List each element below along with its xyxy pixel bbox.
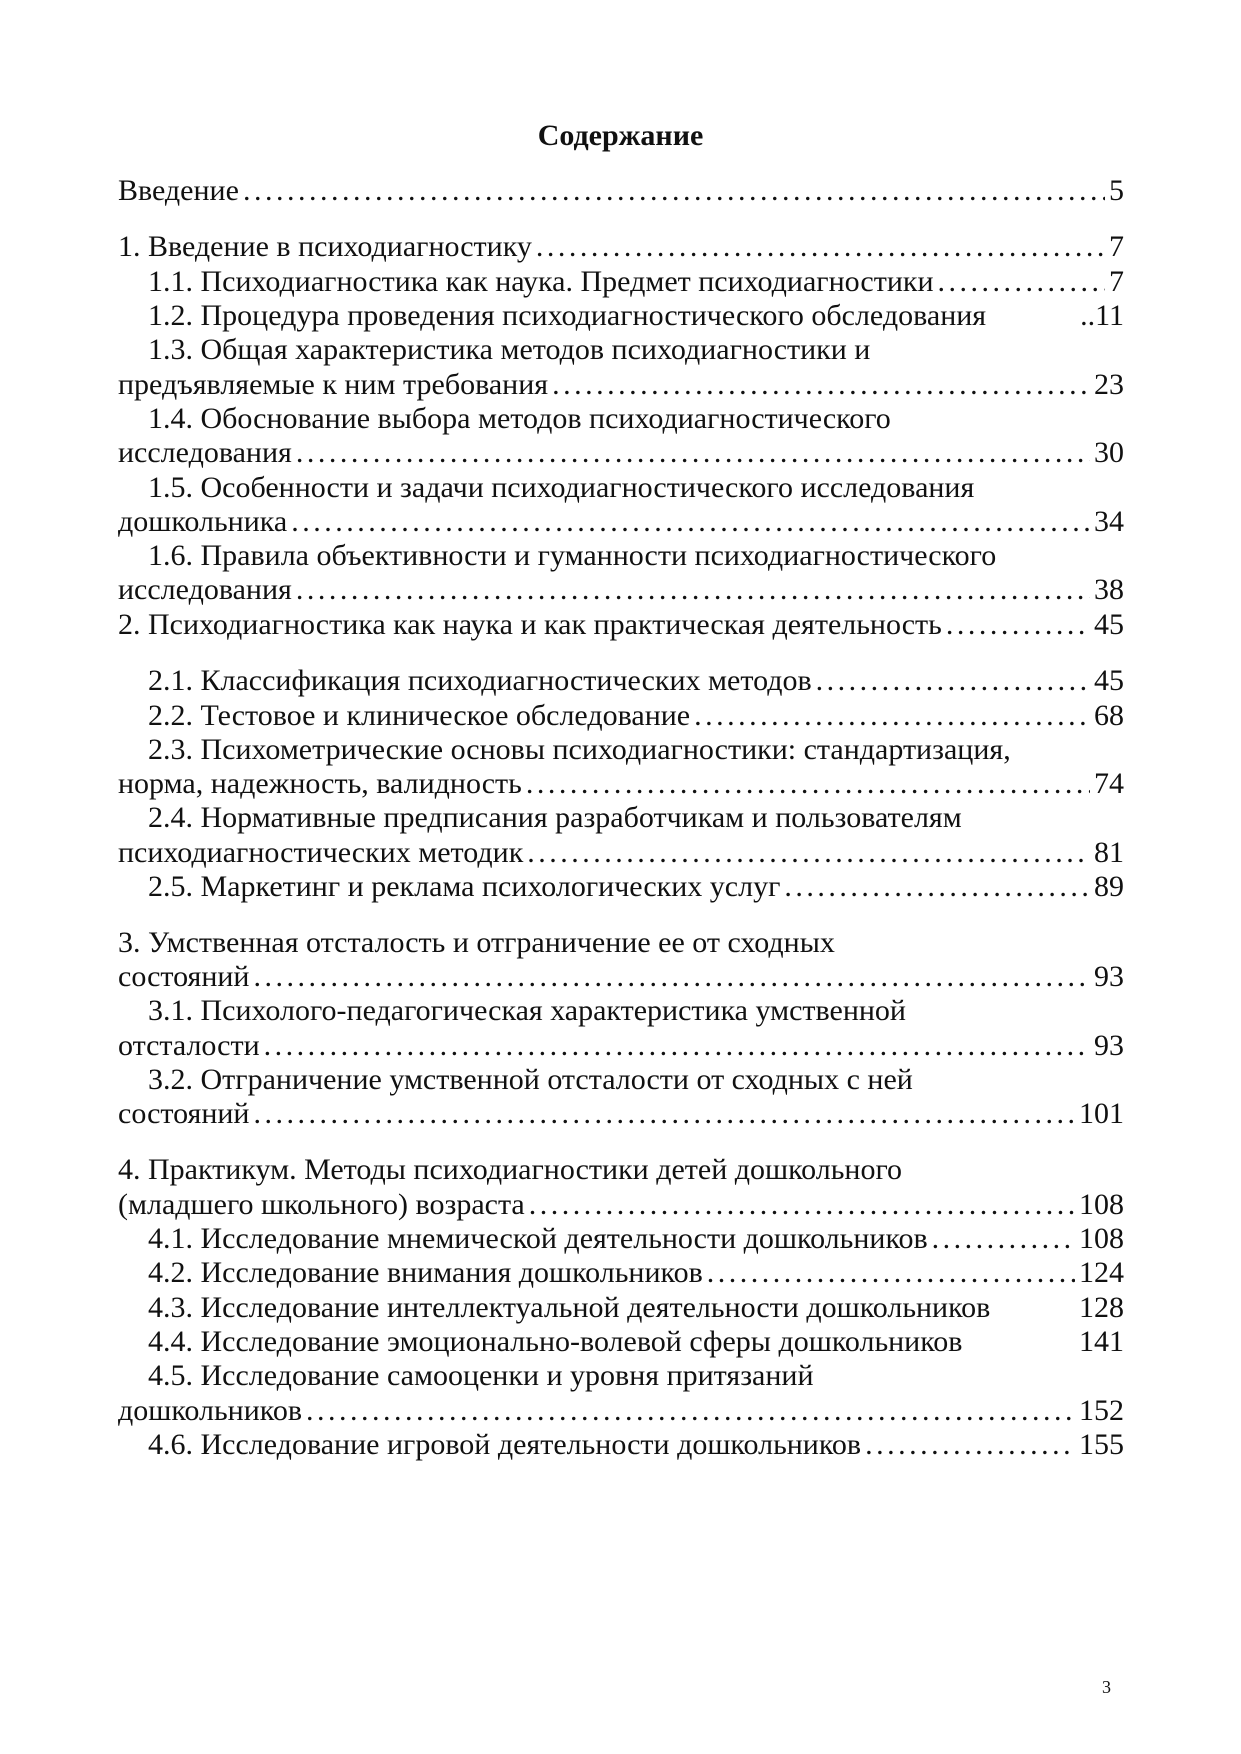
toc-entry-1-5-line1: 1.5. Особенности и задачи психодиагностического исследования: [148, 471, 975, 504]
toc-entry-3-1-line1: 3.1. Психолого-педагогическая характеристика умственной: [148, 994, 906, 1027]
toc-entry-page: 81: [1094, 836, 1124, 869]
toc-leader: [243, 172, 1105, 210]
toc-entry-2-3[interactable]: [118, 765, 1124, 803]
toc-entry-page: 108: [1079, 1222, 1124, 1255]
toc-entry-text: 2.2. Тестовое и клиническое обследование: [148, 699, 691, 732]
toc-leader: [784, 868, 1090, 906]
toc-entry-2-4[interactable]: [118, 834, 1124, 872]
toc-leader: [527, 834, 1090, 872]
toc-entry-text: состояний: [118, 1097, 250, 1130]
toc-entry-text: 4.3. Исследование интеллектуальной деятельности дошкольников: [148, 1291, 991, 1324]
toc-entry-page: 93: [1094, 1029, 1124, 1062]
toc-entry-page: 5: [1109, 174, 1124, 207]
toc-entry-page: 7: [1109, 265, 1124, 298]
page-number: 3: [1102, 1677, 1111, 1697]
toc-entry-page: 45: [1094, 608, 1124, 641]
toc-entry-page: 30: [1094, 436, 1124, 469]
toc-entry-text: (младшего школьного) возраста: [118, 1188, 525, 1221]
page-title: Содержание: [537, 119, 704, 152]
toc-leader: [253, 1095, 1075, 1133]
toc-entry-text: 4.2. Исследование внимания дошкольников: [148, 1256, 703, 1289]
toc-leader: [816, 662, 1090, 700]
toc-entry-page: 74: [1094, 767, 1124, 800]
toc-entry-4-5-line1: 4.5. Исследование самооценки и уровня притязаний: [148, 1359, 814, 1392]
toc-entry-text: психодиагностических методик: [118, 836, 524, 869]
toc-entry-page: 7: [1109, 230, 1124, 263]
toc-entry-page: 124: [1079, 1256, 1124, 1289]
toc-entry-2-4-line1: 2.4. Нормативные предписания разработчикам и пользователям: [148, 801, 962, 834]
toc-leader: [865, 1426, 1075, 1464]
toc-entry-page: 101: [1079, 1097, 1124, 1130]
toc-entry-4-3[interactable]: [148, 1289, 1124, 1327]
toc-entry-page: 23: [1094, 368, 1124, 401]
toc-entry-4-4[interactable]: [148, 1323, 1124, 1361]
toc-entry-text: 1. Введение в психодиагностику: [118, 230, 532, 263]
toc-leader: [946, 606, 1090, 644]
toc-entry-text: дошкольника: [118, 505, 288, 538]
toc-entry-1-5[interactable]: [118, 503, 1124, 541]
toc-leader: [291, 503, 1090, 541]
toc-entry-4-1[interactable]: [148, 1220, 1124, 1258]
toc-entry-text: 2.1. Классификация психодиагностических методов: [148, 664, 812, 697]
toc-leader: [296, 571, 1090, 609]
toc-leader: [938, 263, 1105, 301]
toc-entry-1-3-line1: 1.3. Общая характеристика методов психодиагностики и: [148, 333, 871, 366]
toc-leader: [296, 434, 1090, 472]
toc-entry-page: 93: [1094, 960, 1124, 993]
toc-entry-text: Введение: [118, 174, 239, 207]
toc-entry-ch2[interactable]: [118, 606, 1124, 644]
toc-entry-page: 45: [1094, 664, 1124, 697]
toc-entry-ch3[interactable]: [118, 958, 1124, 996]
toc-entry-3-1[interactable]: [118, 1027, 1124, 1065]
toc-entry-2-1[interactable]: [148, 662, 1124, 700]
toc-entry-page: 68: [1094, 699, 1124, 732]
toc-entry-intro[interactable]: [118, 172, 1124, 210]
toc-entry-2-2[interactable]: [148, 697, 1124, 735]
toc-entry-text: исследования: [118, 436, 292, 469]
toc-leader: [264, 1027, 1090, 1065]
toc-entry-page: 89: [1094, 870, 1124, 903]
toc-entry-text: 4.6. Исследование игровой деятельности дошкольников: [148, 1428, 862, 1461]
toc-entry-4-2[interactable]: [148, 1254, 1124, 1292]
toc-entry-4-5[interactable]: [118, 1392, 1124, 1430]
toc-leader: [306, 1392, 1075, 1430]
toc-leader: [253, 958, 1090, 996]
toc-leader: [526, 765, 1090, 803]
toc-entry-2-5[interactable]: [148, 868, 1124, 906]
toc-entry-text: 2.5. Маркетинг и реклама психологических услуг: [148, 870, 781, 903]
toc-entry-page: 128: [1079, 1291, 1124, 1324]
toc-entry-text: дошкольников: [118, 1394, 302, 1427]
toc-entry-ch3-line1: 3. Умственная отсталость и отграничение ее от сходных: [118, 926, 835, 959]
toc-entry-text: 4.4. Исследование эмоционально-волевой сферы дошкольников: [148, 1325, 963, 1358]
toc-entry-1-4-line1: 1.4. Обоснование выбора методов психодиагностического: [148, 402, 891, 435]
toc-entry-text: 1.1. Психодиагностика как наука. Предмет психодиагностики: [148, 265, 934, 298]
toc-entry-3-2-line1: 3.2. Отграничение умственной отсталости от сходных с ней: [148, 1063, 913, 1096]
toc-entry-page: 108: [1079, 1188, 1124, 1221]
toc-entry-page: 152: [1079, 1394, 1124, 1427]
toc-entry-page: 34: [1094, 505, 1124, 538]
toc-entry-text: 4.1. Исследование мнемической деятельности дошкольников: [148, 1222, 928, 1255]
toc-entry-page: 141: [1079, 1325, 1124, 1358]
toc-entry-3-2[interactable]: [118, 1095, 1124, 1133]
toc-entry-text: 1.2. Процедура проведения психодиагностического обследования: [148, 299, 987, 332]
toc-entry-text: отсталости: [118, 1029, 260, 1062]
toc-entry-2-3-line1: 2.3. Психометрические основы психодиагностики: стандартизация,: [148, 733, 1011, 766]
toc-leader: [536, 228, 1105, 266]
toc-entry-page: 155: [1079, 1428, 1124, 1461]
toc-entry-text: норма, надежность, валидность: [118, 767, 522, 800]
toc-entry-1-6-line1: 1.6. Правила объективности и гуманности психодиагностического: [148, 539, 997, 572]
toc-entry-1-1[interactable]: [148, 263, 1124, 301]
toc-entry-4-6[interactable]: [148, 1426, 1124, 1464]
toc-leader: [932, 1220, 1075, 1258]
toc-entry-1-2[interactable]: [148, 297, 1124, 335]
toc-leader: [529, 1186, 1075, 1224]
toc-entry-page: ..11: [1080, 299, 1124, 332]
toc-entry-1-3[interactable]: [118, 366, 1124, 404]
toc-entry-text: 2. Психодиагностика как наука и как практическая деятельность: [118, 608, 942, 641]
toc-leader: [707, 1254, 1075, 1292]
toc-entry-text: предъявляемые к ним требования: [118, 368, 549, 401]
toc-entry-1-6[interactable]: [118, 571, 1124, 609]
toc-entry-ch4[interactable]: [118, 1186, 1124, 1224]
toc-leader: [694, 697, 1090, 735]
toc-leader: [552, 366, 1090, 404]
toc-entry-text: исследования: [118, 573, 292, 606]
toc-entry-text: состояний: [118, 960, 250, 993]
toc-entry-1-4[interactable]: [118, 434, 1124, 472]
toc-entry-ch1[interactable]: [118, 228, 1124, 266]
toc-entry-page: 38: [1094, 573, 1124, 606]
toc-entry-ch4-line1: 4. Практикум. Методы психодиагностики детей дошкольного: [118, 1153, 903, 1186]
